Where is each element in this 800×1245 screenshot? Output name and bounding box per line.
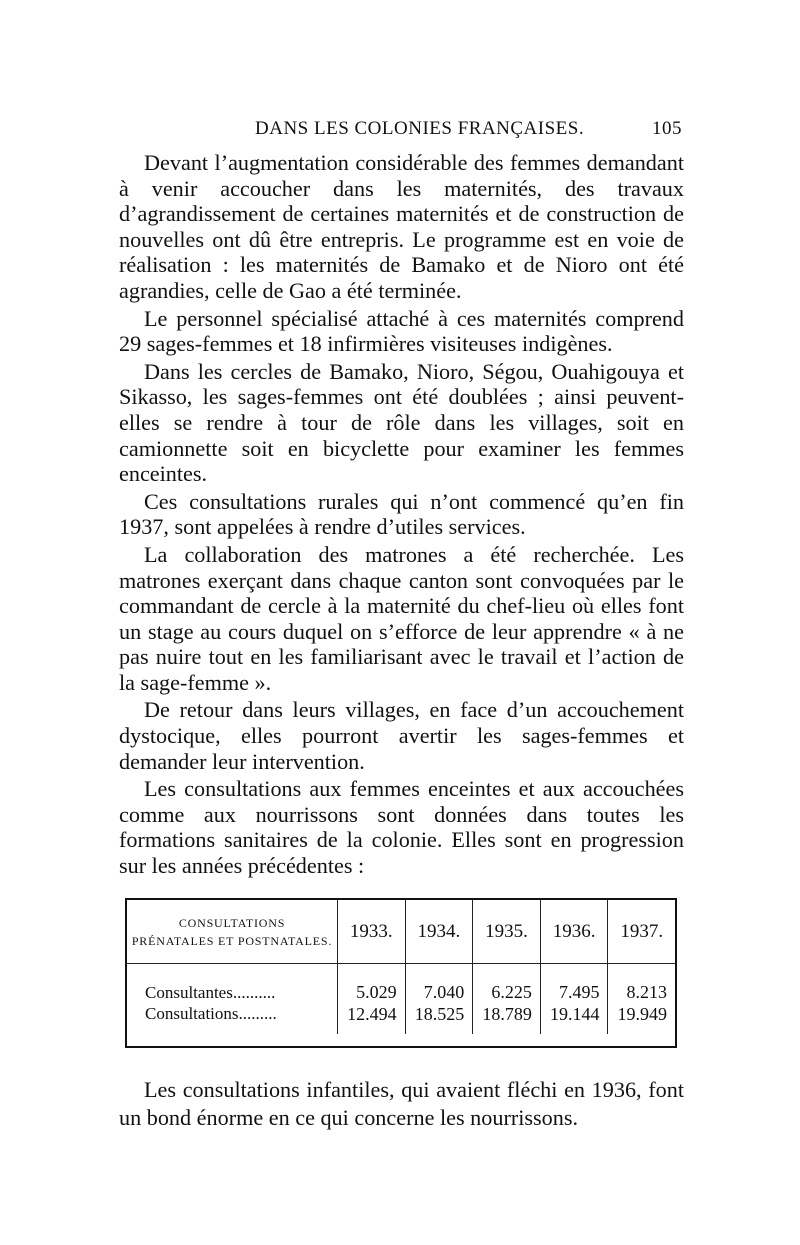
table-spacer-row [127,964,675,982]
closing-text [119,1076,684,1132]
consultations-table [125,898,677,1048]
table-cell: 7.040 [405,981,473,1004]
row-label: Consultations......... [127,1004,338,1034]
table-row [127,1004,675,1034]
table-cell: 18.789 [473,1004,541,1034]
paragraph: De retour dans leurs villages, en face d’un accouchement dystocique, elles pourront avertir les sages-femmes et demander leur intervention. [119,697,684,774]
year-header: 1934. [405,900,473,964]
year-header: 1935. [473,900,541,964]
paragraph: Le personnel spécialisé attaché à ces maternités comprend 29 sages-femmes et 18 infirmières visiteuses indigènes. [119,305,684,357]
table-cell: 18.525 [405,1004,473,1034]
running-header [120,118,685,144]
row-label: Consultantes.......... [127,981,338,1004]
paragraph: Les consultations aux femmes enceintes et aux accouchées comme aux nourrissons sont données dans toutes les formations sanitaires de la colonie. Elles sont en progression sur les années précédentes : [119,776,684,879]
paragraph: Devant l’augmentation considérable des femmes demandant à venir accoucher dans les maternités, des travaux d’agrandissement de certaines maternités et de construction de nouvelles ont dû être entrepris. Le programme est en voie de réalisation : les maternités de Bamako et de Nioro ont été agrandies, celle de Gao a été terminée. [119,150,684,303]
table-row [127,981,675,1004]
table-cell: 19.949 [617,1004,667,1024]
table-cell: 12.494 [338,1004,406,1034]
paragraph: Ces consultations rurales qui n’ont commencé qu’en fin 1937, sont appelées à rendre d’utiles services. [119,488,684,540]
table-cell: 6.225 [473,981,541,1004]
header-line-1: CONSULTATIONS [178,915,286,930]
year-header: 1936. [540,900,608,964]
table-cell: 19.144 [540,1004,608,1034]
year-header: 1937. [608,900,675,964]
table-cell: 8.213 [626,982,667,1002]
paragraph: La collaboration des matrones a été recherchée. Les matrones exerçant dans chaque canton sont convoquées par le commandant de cercle à la maternité du chef-lieu où elles font un stage au cours duquel on s’efforce de leur apprendre « à ne pas nuire tout en les familiarisant avec le travail et l’action de la sage-femme ». [119,541,684,695]
header-line-2: PRÉNATALES ET POSTNATALES. [131,933,333,948]
body-text [119,150,684,879]
page-number: 105 [652,118,682,139]
year-header: 1933. [338,900,406,964]
running-title: DANS LES COLONIES FRANÇAISES. [255,118,585,139]
table-cell: 7.495 [540,981,608,1004]
paragraph: Les consultations infantiles, qui avaient fléchi en 1936, font un bond énorme en ce qui concerne les nourrissons. [119,1077,684,1130]
paragraph: Dans les cercles de Bamako, Nioro, Ségou, Ouahigouya et Sikasso, les sages-femmes ont été doublées ; ainsi peuvent-elles se rendre à tour de rôle dans les villages, soit en camionnette soit en bicyclette pour examiner les femmes enceintes. [119,358,684,487]
table-header-label [127,900,338,964]
table-header-row [127,900,675,964]
table-cell: 5.029 [338,981,406,1004]
